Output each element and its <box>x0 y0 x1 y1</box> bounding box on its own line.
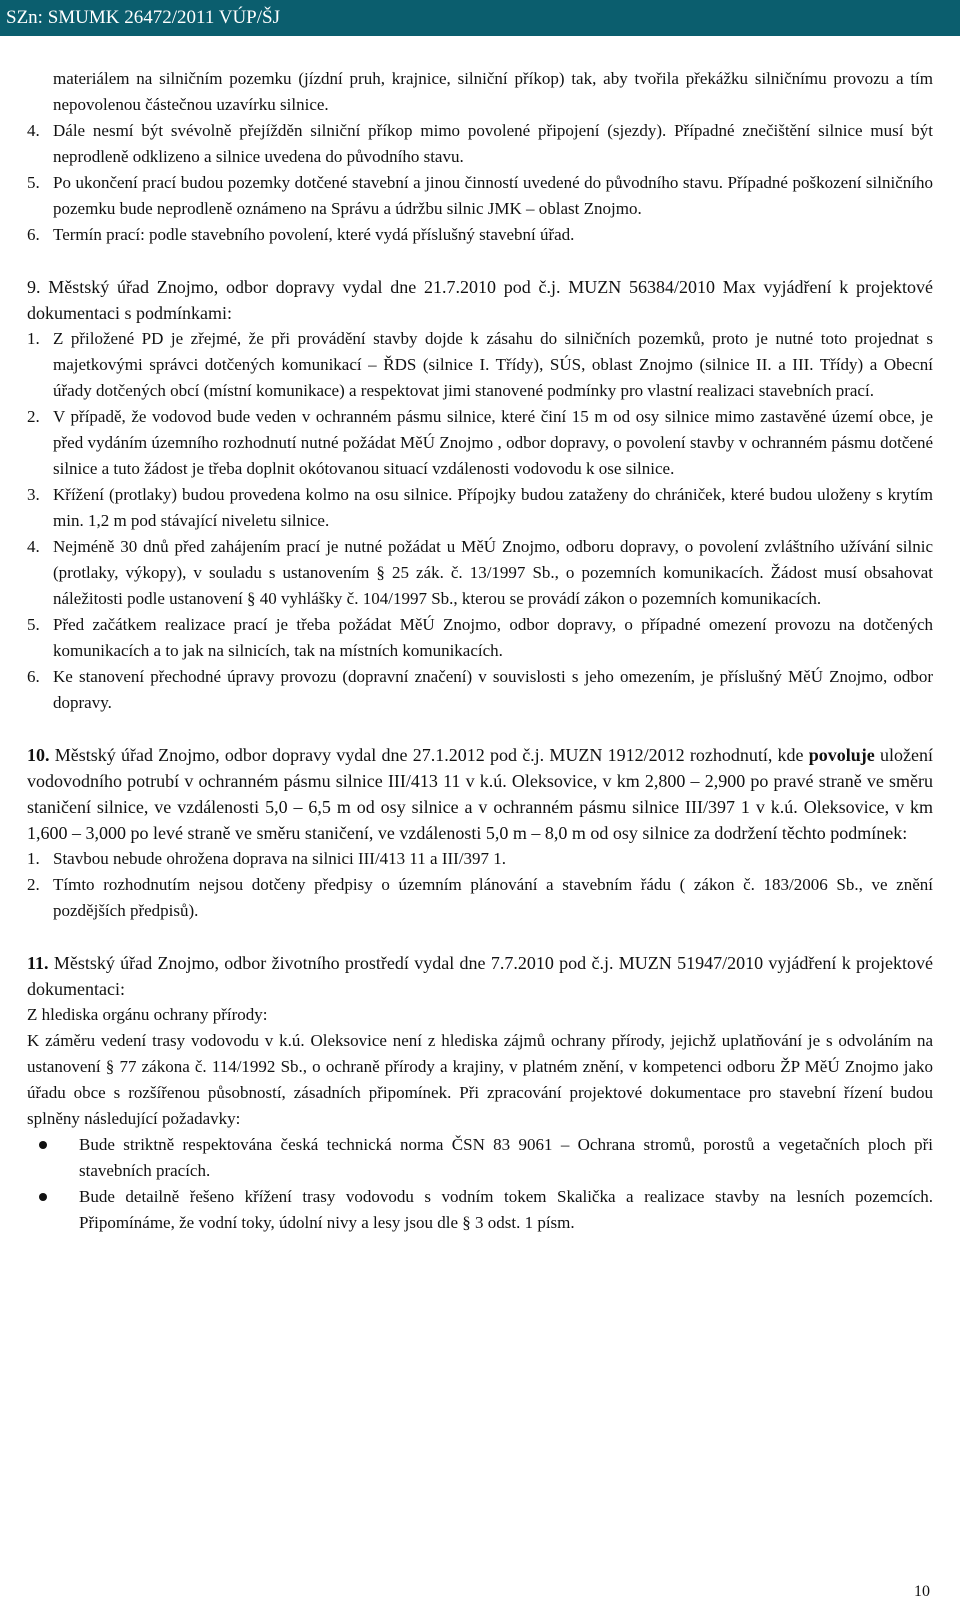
list-item: 1. Z přiložené PD je zřejmé, že při provádění stavby dojde k zásahu do silničních pozemků, proto je nutné toto projednat s majetkovými správci dotčených komunikací – ŘDS (silnice I. Třídy), SÚS, oblast Znojmo (silnice II. a III. Třídy) a Obecní úřady dotčených obcí (místní komunikace) a respektovat jimi stanovené podmínky pro vlastní realizaci stavebních prací. <box>27 329 933 400</box>
section-9-list <box>27 326 933 716</box>
section-10-list <box>27 846 933 924</box>
list-item: 5. Před začátkem realizace prací je třeba požádat MěÚ Znojmo, odbor dopravy, o případné omezení provozu na dotčených komunikacích a to jak na silnicích, tak na místních komunikacích. <box>27 615 933 660</box>
section-11-heading: 11. Městský úřad Znojmo, odbor životního prostředí vydal dne 7.7.2010 pod č.j. MUZN 51947/2010 vyjádření k projektové dokumentaci: <box>27 953 933 999</box>
continuation-paragraph: materiálem na silničním pozemku (jízdní pruh, krajnice, silniční příkop) tak, aby tvořila překážku silničnímu provozu a tím nepovolenou částečnou uzavírku silnice. <box>53 69 933 114</box>
document-body <box>27 66 933 1236</box>
section-11-body: K záměru vedení trasy vodovodu v k.ú. Oleksovice není z hlediska zájmů ochrany přírody, jejichž uplatňování je s odvoláním na ustanovení § 77 zákona č. 114/1992 Sb., o ochraně přírody a krajiny, v platném znění, v kompetenci odboru ŽP MěÚ Znojmo jako úřadu obce s rozšířenou působností, zásadních připomínek. Při zpracování projektové dokumentace pro stavební řízení budou splněny následující požadavky: <box>27 1031 933 1128</box>
page-number: 10 <box>914 1583 930 1600</box>
section-9-heading: 9. Městský úřad Znojmo, odbor dopravy vydal dne 21.7.2010 pod č.j. MUZN 56384/2010 Max vyjádření k projektové dokumentaci s podmínkami: <box>27 277 933 323</box>
list-item: 2. Tímto rozhodnutím nejsou dotčeny předpisy o územním plánování a stavebním řádu ( zákon č. 183/2006 Sb., ve znění pozdějších předpisů). <box>27 875 933 920</box>
spacer <box>27 716 933 742</box>
list-item: 2. V případě, že vodovod bude veden v ochranném pásmu silnice, které činí 15 m od osy silnice mimo zastavěné území obce, je před vydáním územního rozhodnutí nutné požádat MěÚ Znojmo , odbor dopravy, o povolení stavby v ochranném pásmu dotčené silnice a tuto žádost je třeba doplnit okótovanou situací vzdálenosti vodovodu k ose silnice. <box>27 407 933 478</box>
spacer <box>27 924 933 950</box>
spacer <box>27 248 933 274</box>
list-item: 4. Dále nesmí být svévolně přejížděn silniční příkop mimo povolené připojení (sjezdy). Případné znečištění silnice musí být neprodleně odklizeno a silnice uvedena do původního stavu. <box>27 121 933 166</box>
conditions-list-top <box>27 118 933 248</box>
list-item: 4. Nejméně 30 dnů před zahájením prací je nutné požádat u MěÚ Znojmo, odboru dopravy, o povolení zvláštního užívání silnic (protlaky, výkopy), v souladu s ustanovením § 25 zák. č. 13/1997 Sb., o pozemních komunikacích. Žádost musí obsahovat náležitosti podle ustanovení § 40 vyhlášky č. 104/1997 Sb., kterou se provádí zákon o pozemních komunikacích. <box>27 537 933 608</box>
section-11-subheading: Z hlediska orgánu ochrany přírody: <box>27 1005 268 1024</box>
document-header: SZn: SMUMK 26472/2011 VÚP/ŠJ <box>0 0 960 36</box>
list-item: Bude detailně řešeno křížení trasy vodovodu s vodním tokem Skalička a realizace stavby na lesních pozemcích. Připomínáme, že vodní toky, údolní nivy a lesy jsou dle § 3 odst. 1 písm. <box>27 1184 933 1236</box>
list-item: 6. Ke stanovení přechodné úpravy provozu (dopravní značení) v souvislosti s jeho omezením, je příslušný MěÚ Znojmo, odbor dopravy. <box>27 667 933 712</box>
list-item: 5. Po ukončení prací budou pozemky dotčené stavební a jinou činností uvedené do původního stavu. Případné poškození silničního pozemku bude neprodleně oznámeno na Správu a údržbu silnic JMK – oblast Znojmo. <box>27 173 933 218</box>
list-item: 3. Křížení (protlaky) budou provedena kolmo na osu silnice. Přípojky budou zataženy do chrániček, které budou uloženy s krytím min. 1,2 m pod stávající niveletu silnice. <box>27 485 933 530</box>
list-item: 6. Termín prací: podle stavebního povolení, které vydá příslušný stavební úřad. <box>27 225 575 244</box>
list-item: 1. Stavbou nebude ohrožena doprava na silnici III/413 11 a III/397 1. <box>27 849 507 868</box>
section-10-heading: 10. Městský úřad Znojmo, odbor dopravy vydal dne 27.1.2012 pod č.j. MUZN 1912/2012 rozhodnutí, kde povoluje uložení vodovodního potrubí v ochranném pásmu silnice III/413 11 v k.ú. Oleksovice, v km 2,800 – 2,900 po pravé straně ve směru staničení silnice, ve vzdálenosti 5,0 – 6,5 m od osy silnice a v ochranném pásmu silnice III/397 1 v k.ú. Oleksovice, v km 1,600 – 3,000 po levé straně ve směru staničení, ve vzdálenosti 5,0 m – 8,0 m od osy silnice za dodržení těchto podmínek: <box>27 745 934 843</box>
list-item: Bude striktně respektována česká technická norma ČSN 83 9061 – Ochrana stromů, porostů a vegetačních ploch při stavebních pracích. <box>27 1132 933 1184</box>
section-11-bullets <box>27 1132 933 1236</box>
